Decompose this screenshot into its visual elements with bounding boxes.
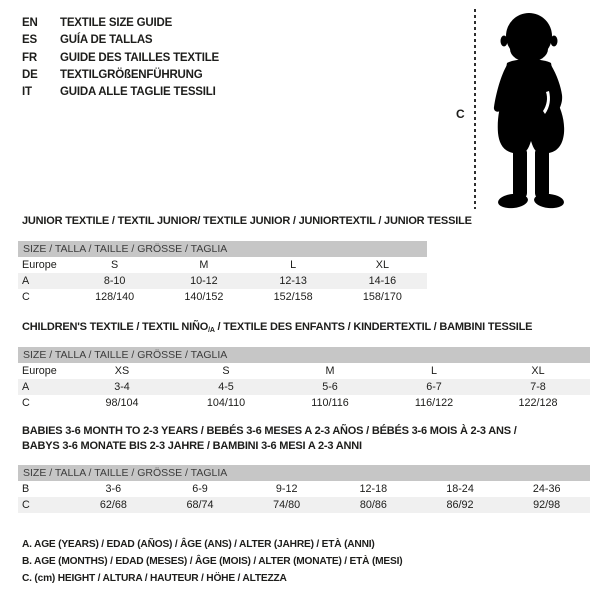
table-row-a — [18, 379, 590, 395]
size-header-bar: SIZE / TALLA / TAILLE / GRÖSSE / TAGLIA — [18, 241, 427, 257]
size-cell: 18-24 — [446, 483, 474, 495]
size-cell: 8-10 — [103, 275, 126, 287]
footnote-line-c: C. (cm) HEIGHT / ALTURA / HAUTEUR / HÖHE / ALTEZZA — [22, 573, 287, 584]
size-cell: XL — [375, 259, 389, 271]
language-row-de — [22, 67, 219, 84]
table-row-c — [18, 395, 590, 411]
size-cell: 116/122 — [414, 397, 454, 409]
footnotes — [22, 536, 402, 587]
size-cell: XL — [531, 365, 545, 377]
size-cell: M — [325, 365, 335, 377]
table-title — [22, 321, 590, 335]
size-cell: 62/68 — [99, 499, 127, 511]
table-title — [22, 439, 590, 454]
row-label: A — [22, 275, 30, 287]
size-cell: 24-36 — [532, 483, 561, 495]
size-cell: 5-6 — [322, 381, 338, 393]
row-label: Europe — [22, 259, 57, 271]
footnote-line-b: B. AGE (MONTHS) / EDAD (MESES) / ÂGE (MOIS) / ALTER (MONATE) / ETÀ (MESI) — [22, 556, 403, 567]
row-label: C — [22, 397, 30, 409]
table-row-europe — [18, 257, 427, 273]
language-label: GUIDE DES TAILLES TEXTILE — [60, 51, 219, 64]
size-cell: 68/74 — [186, 499, 214, 511]
language-code: EN — [22, 17, 38, 29]
table-title-wrap — [18, 215, 472, 227]
height-measure-label: C — [456, 107, 465, 121]
table-title-segment: JUNIOR TEXTILE / TEXTIL JUNIOR/ TEXTILE JUNIOR / JUNIORTEXTIL / JUNIOR TESSILE — [22, 215, 472, 227]
table-row-b — [18, 481, 590, 497]
size-cell: 92/98 — [533, 499, 561, 511]
size-cell: 7-8 — [530, 381, 546, 393]
toddler-silhouette-icon — [483, 11, 579, 209]
table-row-a — [18, 273, 427, 289]
language-row-fr — [22, 50, 219, 67]
row-label: B — [22, 483, 30, 495]
size-cell: 9-12 — [275, 483, 298, 495]
table-title-wrap — [18, 321, 590, 335]
size-cell: 128/140 — [95, 291, 135, 303]
size-cell: S — [222, 365, 230, 377]
height-measure-line — [474, 9, 476, 209]
table-title — [22, 424, 590, 439]
size-cell: 6-7 — [426, 381, 442, 393]
table-title-segment: / TEXTILE DES ENFANTS / KINDERTEXTIL / BAMBINI TESSILE — [214, 321, 533, 333]
table-title-wrap — [18, 424, 590, 454]
size-cell: 3-4 — [114, 381, 130, 393]
size-cell: 3-6 — [105, 483, 122, 495]
size-cell: 158/170 — [362, 291, 402, 303]
size-cell: 12-18 — [359, 483, 388, 495]
table-title-segment: CHILDREN'S TEXTILE / TEXTIL NIÑO — [22, 321, 209, 333]
table-title-segment: BABYS 3-6 MONATE BIS 2-3 JAHRE / BAMBINI 3-6 MESI A 2-3 ANNI — [22, 440, 362, 452]
language-label: GUIDA ALLE TAGLIE TESSILI — [60, 86, 216, 99]
language-row-it — [22, 84, 219, 101]
size-cell: 104/110 — [206, 397, 246, 409]
size-header-bar: SIZE / TALLA / TAILLE / GRÖSSE / TAGLIA — [18, 465, 590, 481]
junior-textile-table — [18, 215, 472, 305]
footnote-line-a: A. AGE (YEARS) / EDAD (AÑOS) / ÂGE (ANS) / ALTER (JAHRE) / ETÀ (ANNI) — [22, 539, 375, 550]
row-label: C — [22, 499, 30, 511]
row-label: A — [22, 381, 30, 393]
size-cell: 74/80 — [273, 499, 301, 511]
size-cell: 152/158 — [273, 291, 313, 303]
row-label: C — [22, 291, 30, 303]
language-code: FR — [22, 51, 37, 64]
language-list — [22, 15, 219, 101]
table-title — [22, 215, 472, 227]
babies-textile-table — [18, 424, 590, 513]
table-row-europe — [18, 363, 590, 379]
language-label: TEXTILE SIZE GUIDE — [60, 17, 173, 29]
language-label: GUÍA DE TALLAS — [60, 34, 153, 47]
language-row-es — [22, 32, 219, 49]
size-cell: L — [430, 365, 437, 377]
table-row-c — [18, 289, 427, 305]
language-code: IT — [22, 86, 32, 99]
size-cell: 86/92 — [446, 499, 474, 511]
language-label: TEXTILGRÖßENFÜHRUNG — [60, 68, 203, 81]
size-header-bar: SIZE / TALLA / TAILLE / GRÖSSE / TAGLIA — [18, 347, 590, 363]
size-cell: 10-12 — [190, 275, 218, 287]
table-title-segment: BABIES 3-6 MONTH TO 2-3 YEARS / BEBÉS 3-6 MESES A 2-3 AÑOS / BÉBÉS 3-6 MOIS À 2-3 ANS / — [22, 425, 517, 437]
size-cell: 6-9 — [192, 483, 208, 495]
size-cell: S — [111, 259, 119, 271]
childrens-textile-table — [18, 321, 590, 411]
size-cell: 4-5 — [218, 381, 234, 393]
language-row-en — [22, 15, 219, 32]
size-cell: 98/104 — [105, 397, 139, 409]
size-cell: XS — [114, 365, 130, 377]
language-code: ES — [22, 34, 37, 47]
size-cell: 110/116 — [311, 397, 349, 409]
table-title-subscript: /A — [208, 327, 215, 334]
size-cell: 14-16 — [368, 275, 397, 287]
size-cell: L — [290, 259, 297, 271]
size-cell: 122/128 — [518, 397, 558, 409]
size-cell: 80/86 — [359, 499, 387, 511]
size-cell: M — [199, 259, 209, 271]
table-row-c — [18, 497, 590, 513]
size-cell: 12-13 — [279, 275, 307, 287]
language-code: DE — [22, 68, 38, 81]
row-label: Europe — [22, 365, 57, 377]
size-cell: 140/152 — [184, 291, 224, 303]
